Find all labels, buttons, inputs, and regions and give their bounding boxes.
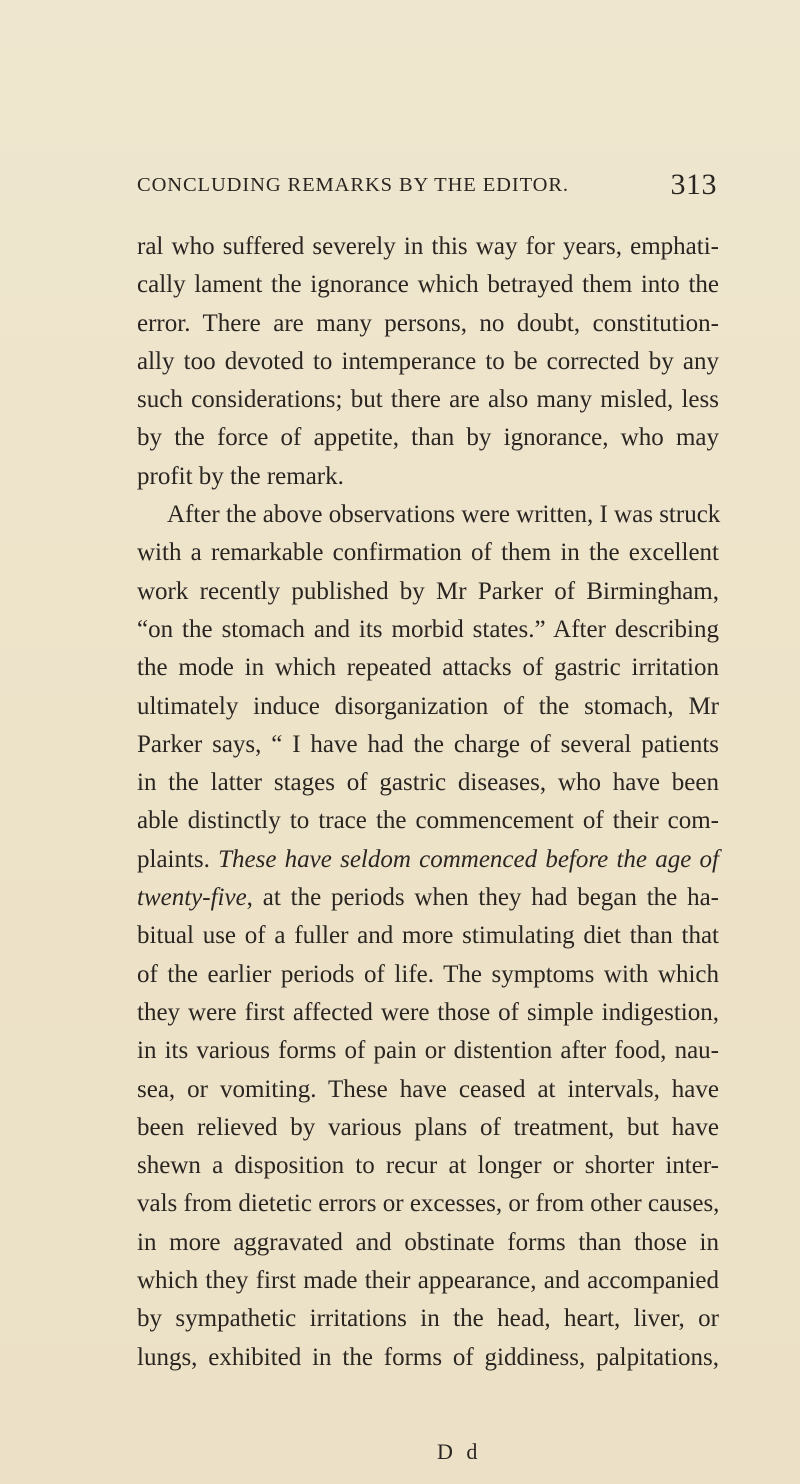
- text-line: of the earlier periods of life. The symptoms with which: [137, 960, 719, 988]
- text-line: which they first made their appearance, and accompanied: [137, 1267, 719, 1295]
- text-line: in the latter stages of gastric diseases, who have been: [137, 769, 719, 797]
- text-line: [137, 841, 719, 879]
- text-line: in more aggravated and obstinate forms than those in: [137, 1228, 719, 1256]
- italic-quote: twenty-five: [137, 884, 247, 912]
- text-line: shewn a disposition to recur at longer or shorter inter-: [137, 1152, 719, 1180]
- text-line: After the above observations were written, I was struck: [167, 501, 721, 529]
- text-line: with a remarkable confirmation of them in the excellent: [137, 539, 719, 567]
- italic-quote: These have seldom commenced before the age of: [218, 845, 720, 873]
- text-line: lungs, exhibited in the forms of giddiness, palpitations,: [137, 1343, 719, 1371]
- printer-signature: D d: [437, 1439, 482, 1464]
- text-line: cally lament the ignorance which betrayed them into the: [137, 271, 719, 299]
- text-line: ultimately induce disorganization of the stomach, Mr: [137, 692, 719, 720]
- text-fragment: plaints.: [137, 845, 219, 873]
- text-line: error. There are many persons, no doubt, constitution-: [137, 309, 719, 337]
- text-line: they were first affected were those of simple indigestion,: [137, 998, 719, 1026]
- text-line: able distinctly to trace the commencement of their com-: [137, 807, 719, 835]
- running-title: CONCLUDING REMARKS BY THE EDITOR.: [137, 174, 569, 196]
- text-line: such considerations; but there are also many misled, less: [137, 386, 719, 414]
- text-line: [137, 879, 719, 917]
- running-header: [137, 168, 717, 208]
- text-line: bitual use of a fuller and more stimulating diet than that: [137, 922, 719, 950]
- text-line: by sympathetic irritations in the head, heart, liver, or: [137, 1305, 719, 1333]
- text-line: by the force of appetite, than by ignorance, who may: [137, 424, 719, 452]
- body-text: [137, 228, 719, 1377]
- text-line: work recently published by Mr Parker of Birmingham,: [137, 577, 719, 605]
- text-line: vals from dietetic errors or excesses, or from other causes,: [137, 1190, 720, 1218]
- text-line: Parker says, “ I have had the charge of several patients: [137, 730, 719, 758]
- text-line: in its various forms of pain or distention after food, nau-: [137, 1037, 719, 1065]
- text-line: ral who suffered severely in this way for years, emphati-: [137, 233, 719, 260]
- text-fragment: , at the periods when they had began the ha-: [246, 884, 719, 912]
- page-number: 313: [670, 168, 717, 201]
- text-line: ally too devoted to intemperance to be corrected by any: [137, 347, 719, 375]
- text-line: profit by the remark.: [137, 462, 344, 490]
- text-line: the mode in which repeated attacks of gastric irritation: [137, 654, 719, 682]
- text-line: “on the stomach and its morbid states.” After describing: [137, 615, 719, 643]
- text-line: sea, or vomiting. These have ceased at intervals, have: [137, 1075, 719, 1103]
- text-line: been relieved by various plans of treatment, but have: [137, 1113, 719, 1141]
